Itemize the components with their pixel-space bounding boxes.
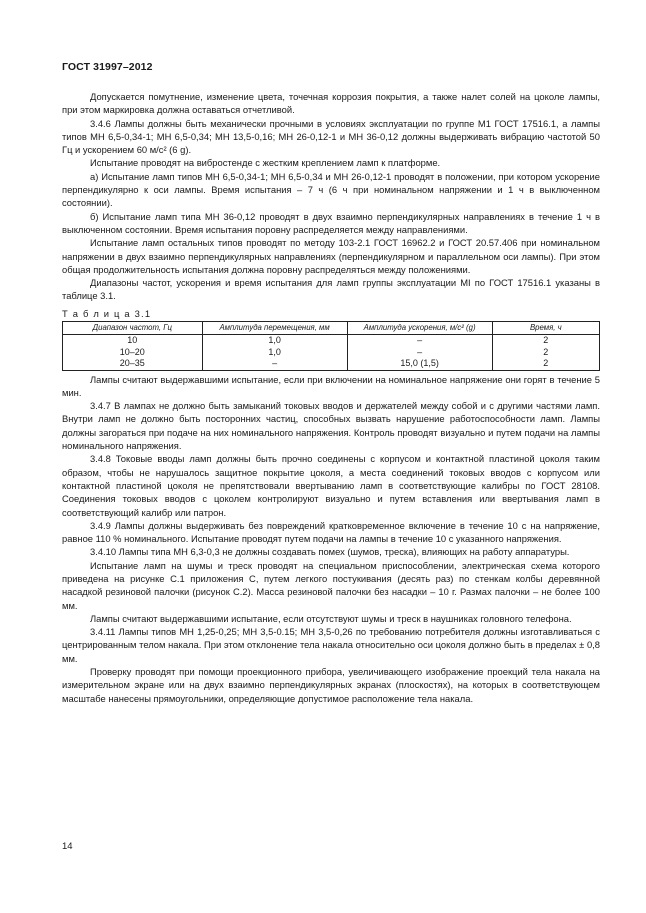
paragraph: Лампы считают выдержавшими испытание, если при включении на номинальное напряжение они горят в течение 5 мин. (62, 373, 600, 398)
table-cell: – (202, 358, 347, 370)
table-cell: – (347, 347, 492, 359)
paragraph: Испытание ламп остальных типов проводят по методу 103-2.1 ГОСТ 16962.2 и ГОСТ 20.57.406 при номинальном напряжении в двух взаимно перпендикулярных направлениях (перпендикулярном и параллельном оси лампы). При этом общая продолжительность испытания должна поровну распределяться между положениями. (62, 237, 600, 275)
table-cell: 2 (492, 347, 599, 359)
table-header-cell: Амплитуда ускорения, м/с² (g) (347, 322, 492, 335)
table-row (63, 335, 600, 347)
paragraph: Испытание ламп на шумы и треск проводят на специальном приспособлении, электрическая схема которого приведена на рисунке С.1 приложения С, путем легкого постукивания (десять раз) по стенкам колбы деревянной насадкой резиновой палочки (рисунок С.2). Масса резиновой палочки без насадки – 10 г. Размах палочки – не более 100 мм. (62, 559, 600, 611)
table-header-row (63, 322, 600, 335)
paragraph: 3.4.8 Токовые вводы ламп должны быть прочно соединены с корпусом и контактной пластиной цоколя таким образом, чтобы не нарушалось защитное покрытие цоколя, а места соединений токовых вводов с корпусом или контактной пластиной цоколя не препятствовали ввертыванию ламп в соответствующие калибры по ГОСТ 28108. Соединения токовых вводов с цоколем контролируют визуально и путем вставления или ввертывания ламп в соответствующий калибр или патрон. (62, 453, 600, 518)
paragraph: Допускается помутнение, изменение цвета, точечная коррозия покрытия, а также налет солей на цоколе лампы, при этом маркировка должна оставаться отчетливой. (62, 91, 600, 116)
paragraph: Диапазоны частот, ускорения и время испытания для ламп группы эксплуатации МI по ГОСТ 17516.1 указаны в таблице 3.1. (62, 277, 600, 302)
table-header-cell: Время, ч (492, 322, 599, 335)
table-cell: – (347, 335, 492, 347)
table-caption: Т а б л и ц а 3.1 (62, 307, 152, 319)
document-header: ГОСТ 31997–2012 (62, 61, 153, 73)
paragraph: 3.4.11 Лампы типов МН 1,25-0,25; МН 3,5-0.15; МН 3,5-0,26 по требованию потребителя должны изготавливаться с центрированным телом накала. При этом отклонение тела накала относительно оси цоколя должно быть в пределах ± 0,8 мм. (62, 626, 600, 664)
paragraph: 3.4.7 В лампах не должно быть замыканий токовых вводов и держателей между собой и с другими частями ламп. Внутри ламп не должно быть посторонних частиц, способных вызвать нарушение работоспособности ламп. Лампы должны загораться при подаче на них номинального напряжения. Контроль проводят визуально и путем подачи на лампы номинального напряжения. (62, 400, 600, 452)
paragraph: а) Испытание ламп типов МН 6,5-0,34-1; МН 6,5-0,34 и МН 26-0,12-1 проводят в положении, при котором ускорение перпендикулярно к оси лампы. Время испытания – 7 ч (6 ч при номинальном напряжении и 1 ч в выключенном состоянии). (62, 170, 600, 209)
paragraph: Проверку проводят при помощи проекционного прибора, увеличивающего изображение проекций тела накала на измерительном экране или на двух взаимно перпендикулярных экранах (плоскостях), на которых в соответствующем масштабе нанесены прямоугольники, определяющие допустимое расположение тела накала. (62, 666, 600, 704)
table-cell: 2 (492, 358, 599, 370)
table-cell: 20–35 (63, 358, 203, 370)
paragraph: Лампы считают выдержавшими испытание, если отсутствуют шумы и треск в наушниках головного телефона. (90, 612, 572, 624)
paragraph: 3.4.9 Лампы должны выдерживать без повреждений кратковременное включение в течение 10 с на напряжение, равное 110 % номинального. Испытание проводят путем подачи на лампы в течение 10 с указанного напряжения. (62, 519, 600, 545)
page-number: 14 (62, 841, 73, 852)
table-header-cell: Диапазон частот, Гц (63, 322, 203, 335)
paragraph: 3.4.6 Лампы должны быть механически прочными в условиях эксплуатации по группе М1 ГОСТ 17516.1, а лампы типов МН 6,5-0,34-1; МН 6,5-0,34; МН 13,5-0,16; МН 26-0,12-1 и МН 36-0,12 должны выдерживать вибрацию частотой 50 Гц и ускорением 60 м/с² (6 g). (62, 117, 600, 156)
table-header-cell: Амплитуда перемещения, мм (202, 322, 347, 335)
table-cell: 10–20 (63, 347, 203, 359)
vibration-test-table (62, 321, 600, 371)
table-cell: 1,0 (202, 335, 347, 347)
paragraph: б) Испытание ламп типа МН 36-0,12 проводят в двух взаимно перпендикулярных направлениях в течение 1 ч в выключенном состоянии. Время испытания поровну распределяется между направлениями. (62, 210, 600, 235)
table-cell: 10 (63, 335, 203, 347)
table-cell: 2 (492, 335, 599, 347)
paragraph: 3.4.10 Лампы типа МН 6,3-0,3 не должны создавать помех (шумов, треска), влияющих на работу аппаратуры. (90, 546, 570, 558)
table-row (63, 347, 600, 359)
table-cell: 1,0 (202, 347, 347, 359)
table-cell: 15,0 (1,5) (347, 358, 492, 370)
table-row (63, 358, 600, 370)
paragraph: Испытание проводят на вибростенде с жестким креплением ламп к платформе. (90, 157, 441, 169)
page-content (62, 90, 600, 705)
